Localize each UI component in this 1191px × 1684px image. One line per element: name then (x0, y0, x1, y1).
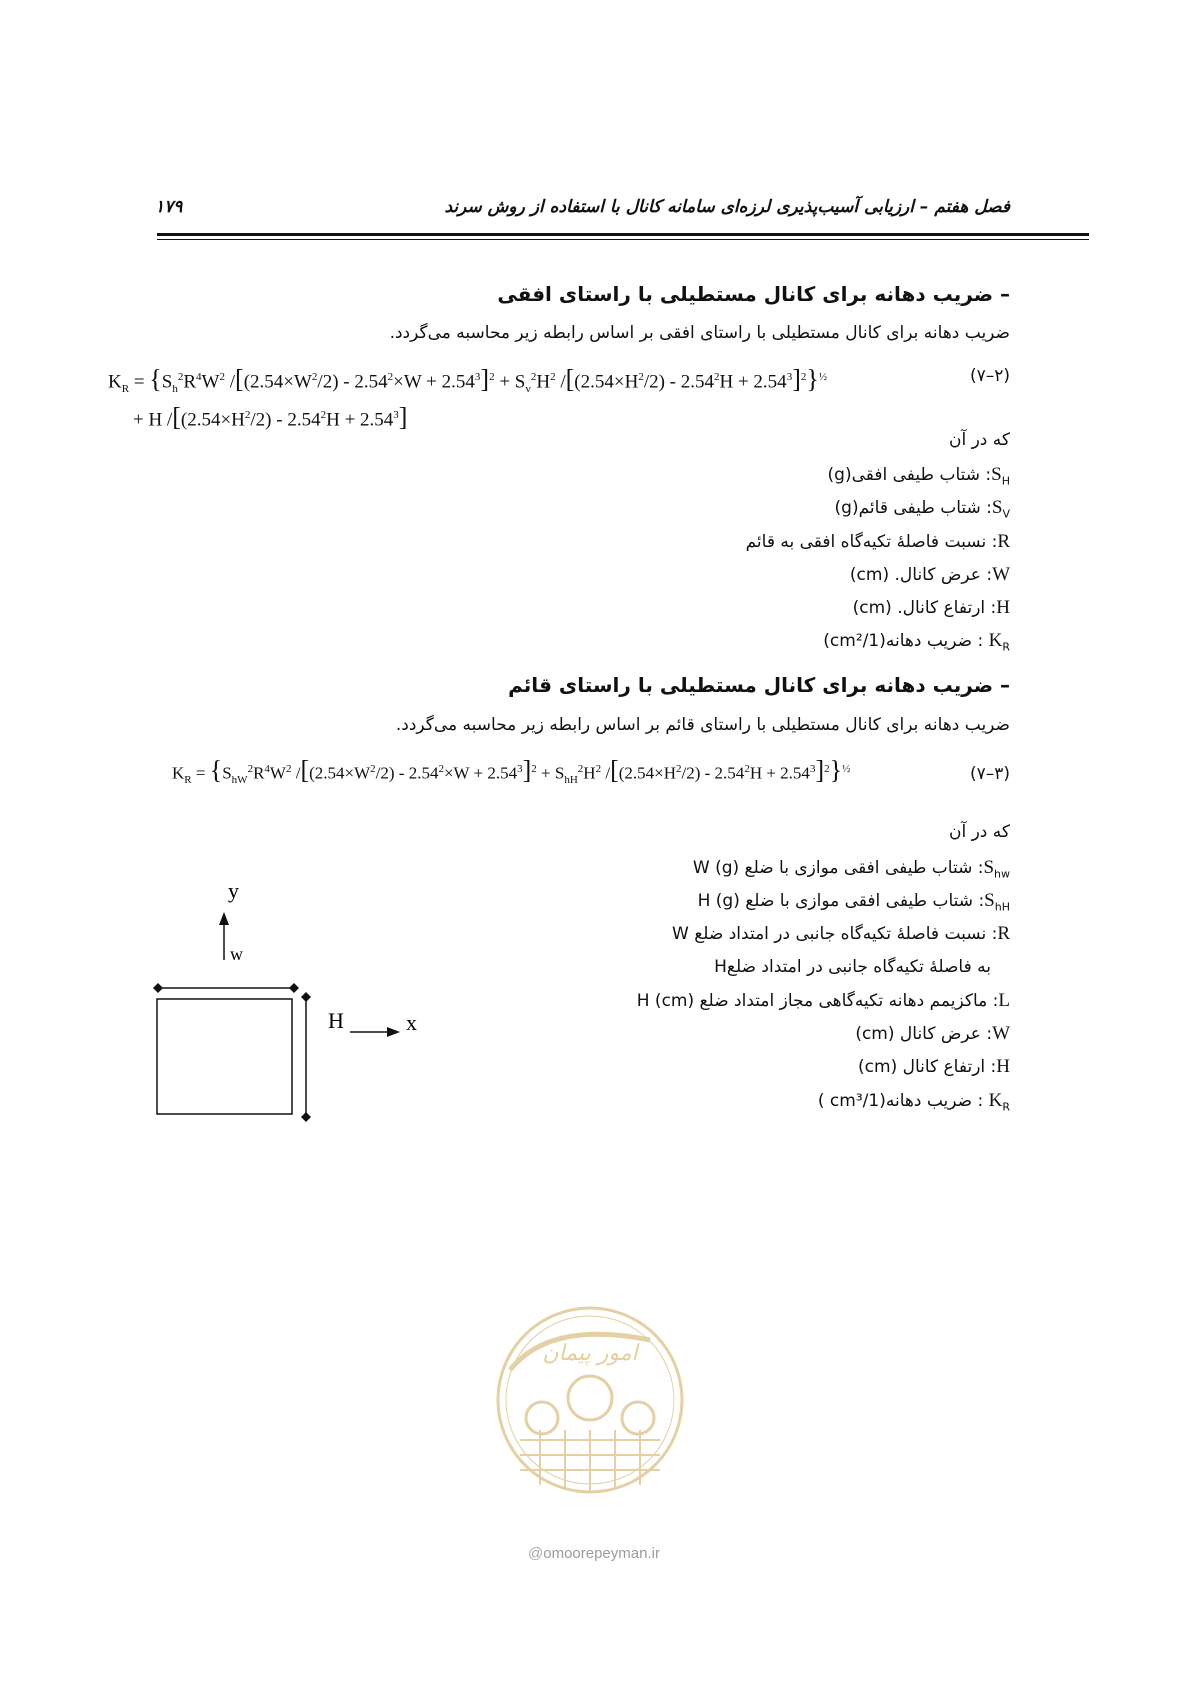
def-h2: H: ارتفاع کانال (cm) (858, 1056, 1010, 1077)
def-sh: $S_H$: شتاب طیفی افقی(g) (827, 464, 1010, 488)
height-dim-bottom-marker (301, 1112, 311, 1122)
equation-7-2-line1: $K_R = \{S_h^2R^4W^2$ $/[(2.54\times W^2/2) - 2.54^2\times W + 2.54^3]^2 + S_v^2H^2$ $/[(2.54\times H^2/2) - 2.54^2H + 2.54^3]^2\}^{\frac{1}{2}}$ (108, 364, 828, 396)
def-w: W: عرض کانال. (cm) (849, 564, 1010, 585)
equation-number-7-3: (۳–۷) (969, 764, 1010, 784)
gear-icon (568, 1376, 612, 1420)
def-r2: R: نسبت فاصلهٔ تکیه‌گاه جانبی در امتداد ضلع W (672, 923, 1010, 944)
section1-intro: ضریب دهانه برای کانال مستطیلی با راستای افقی بر اساس رابطه زیر محاسبه می‌گردد. (389, 323, 1010, 343)
page-number: ۱۷۹ (155, 197, 183, 217)
scale-icon (526, 1402, 558, 1434)
label-h: H (328, 1008, 344, 1033)
section1-where: که در آن (948, 430, 1010, 450)
section1-heading: – ضریب دهانه برای کانال مستطیلی با راستای افقی (497, 282, 1010, 306)
def-sv: $S_V$: شتاب طیفی قائم(g) (834, 497, 1010, 521)
width-dim-left-marker (153, 983, 163, 993)
header-rule-thick (157, 233, 1089, 236)
y-arrow-head (219, 912, 229, 925)
label-x: x (406, 1010, 417, 1035)
section2-heading: – ضریب دهانه برای کانال مستطیلی با راستای قائم (508, 673, 1010, 697)
def-kr: $K_R$ : ضریب دهانه(1/cm²) (823, 630, 1010, 654)
height-dim-top-marker (301, 992, 311, 1002)
def-kr2: $K_R$ : ضریب دهانه(1/cm³ ) (817, 1090, 1010, 1114)
running-header-title: فصل هفتم – ارزیابی آسیب‌پذیری لرزه‌ای سامانه کانال با استفاده از روش سرند (444, 197, 1010, 217)
def-r2-cont: به فاصلهٔ تکیه‌گاه جانبی در امتداد ضلعH (714, 957, 991, 977)
header-rule-thin (157, 239, 1089, 240)
watermark-url: @omoorepeyman.ir (528, 1545, 660, 1562)
watermark-logo-text: امور پیمان (542, 1341, 638, 1366)
def-shw: $S_{hw}$: شتاب طیفی افقی موازی با ضلع W (g) (692, 857, 1010, 881)
equation-number-7-2: (۲–۷) (969, 366, 1010, 386)
duct-rectangle (157, 999, 292, 1114)
width-dim-right-marker (289, 983, 299, 993)
at-icon: @ (528, 1545, 544, 1562)
def-w2: W: عرض کانال (cm) (855, 1023, 1010, 1044)
def-l: L: ماکزیمم دهانه تکیه‌گاهی مجاز امتداد ضلع H (cm) (636, 990, 1010, 1011)
label-w: w (230, 944, 243, 964)
equation-7-2-line2: + H $/[(2.54\times H^2/2) - 2.54^2H + 2.54^3]$ (133, 402, 408, 432)
tool-icon (622, 1402, 654, 1434)
section2-intro: ضریب دهانه برای کانال مستطیلی با راستای قائم بر اساس رابطه زیر محاسبه می‌گردد. (395, 715, 1010, 735)
def-shh: $S_{hH}$: شتاب طیفی افقی موازی با ضلع H (g) (697, 890, 1010, 914)
watermark-logo (490, 1290, 690, 1530)
x-arrow-head (387, 1027, 400, 1037)
label-y: y (228, 878, 239, 903)
def-h: H: ارتفاع کانال. (cm) (852, 597, 1010, 618)
equation-7-3: $K_R = \{S_{hW}^2R^4W^2$ $/[(2.54\times W^2/2) - 2.54^2\times W + 2.54^3]^2 + S_{hH}^2H^2$ $/[(2.54\times H^2/2) - 2.54^2H + 2.54^3]^2\}^{\frac{1}{2}}$ (172, 755, 851, 787)
def-r: R: نسبت فاصلهٔ تکیه‌گاه افقی به قائم (745, 531, 1010, 552)
section2-where: که در آن (948, 822, 1010, 842)
duct-cross-section-diagram (140, 870, 460, 1140)
